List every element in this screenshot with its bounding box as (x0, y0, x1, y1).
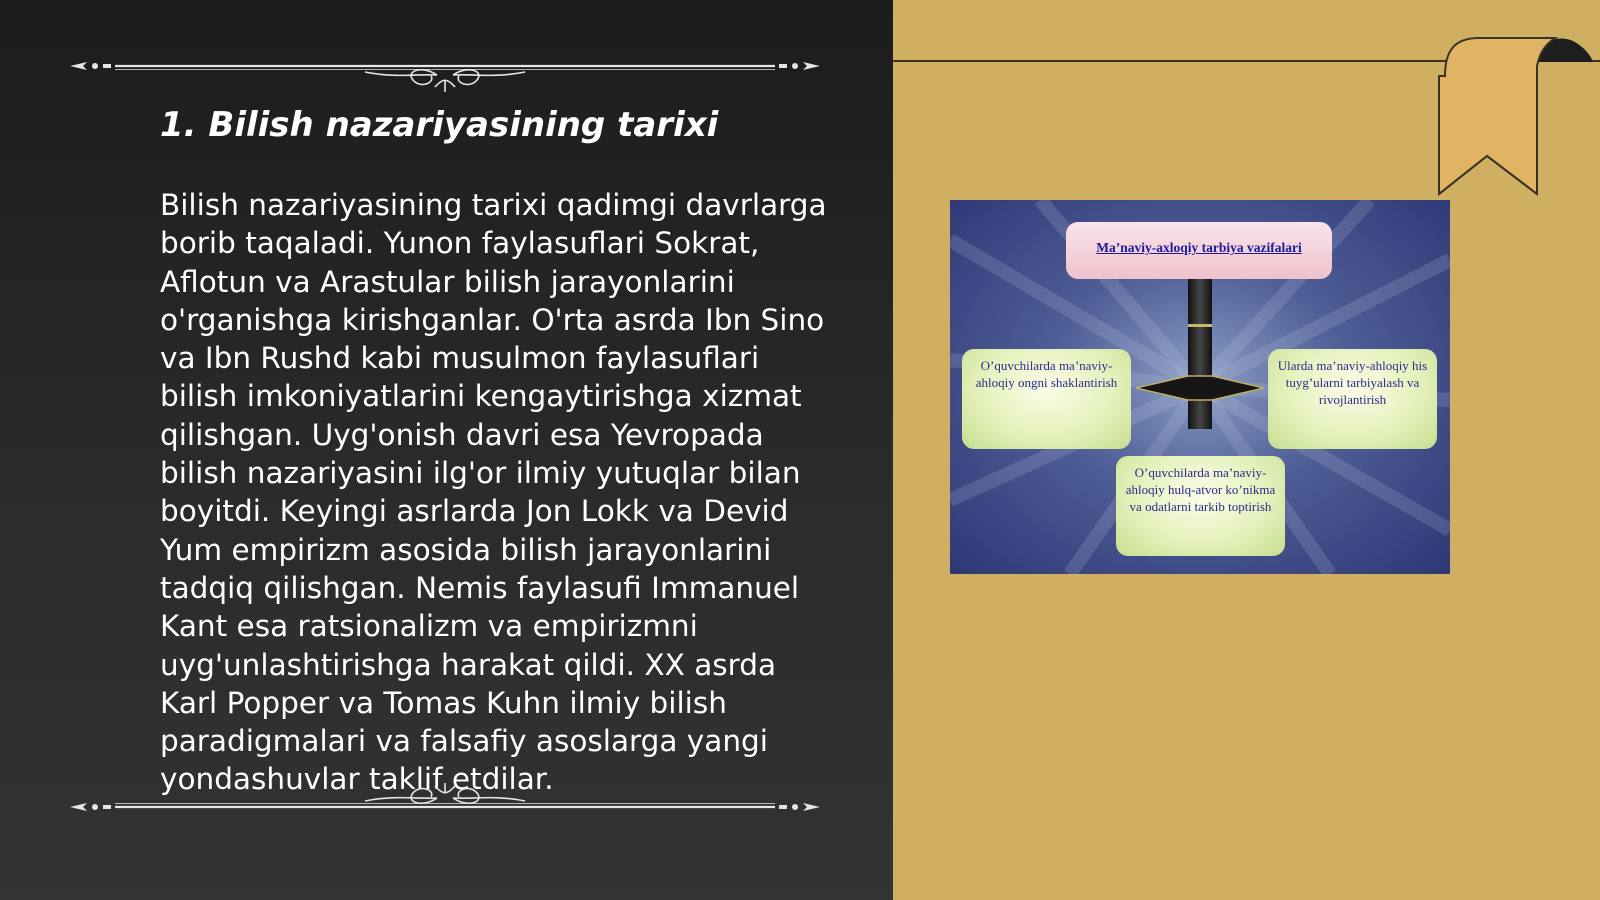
diagram-box-title: Ma’naviy-axloqiy tarbiya vazifalari (1066, 222, 1332, 279)
bookmark-ribbon (1435, 36, 1595, 201)
diagram-box-left: O’quvchilarda ma’naviy-ahloqiy ongni shaklantirish (962, 349, 1131, 449)
diagram-image (950, 200, 1450, 574)
slide-title: 1. Bilish nazariyasining tarixi (160, 105, 719, 145)
bottom-ornament-divider (65, 783, 825, 833)
diagram-box-bottom: O’quvchilarda ma’naviy-ahloqiy hulq-atvor ko’nikma va odatlarni tarkib toptirish (1116, 456, 1285, 556)
top-ornament-divider (65, 42, 825, 92)
slide-body-text: Bilish nazariyasining tarixi qadimgi davrlarga borib taqaladi. Yunon faylasuflari Sokrat, Aflotun va Arastular bilish jarayonlarini o'rganishga kirishganlar. O'rta asrda Ibn Sino va Ibn Rushd kabi musulmon faylasuflari bilish imkoniyatlarini kengaytirishga xizmat qilishgan. Uyg'onish davri esa Yevropada bilish nazariyasini ilg'or ilmiy yutuqlar bilan boyitdi. Keyingi asrlarda Jon Lokk va Devid Yum empirizm asosida bilish jarayonlarini tadqiq qilishgan. Nemis faylasufi Immanuel Kant esa ratsionalizm va empirizmni uyg'unlashtirishga harakat qildi. XX asrda Karl Popper va Tomas Kuhn ilmiy bilish paradigmalari va falsafiy asoslarga yangi yondashuvlar taklif etdilar. (160, 188, 827, 797)
diagram-box-right: Ularda ma’naviy-ahloqiy his tuyg’ularni tarbiyalash va rivojlantirish (1268, 349, 1437, 449)
